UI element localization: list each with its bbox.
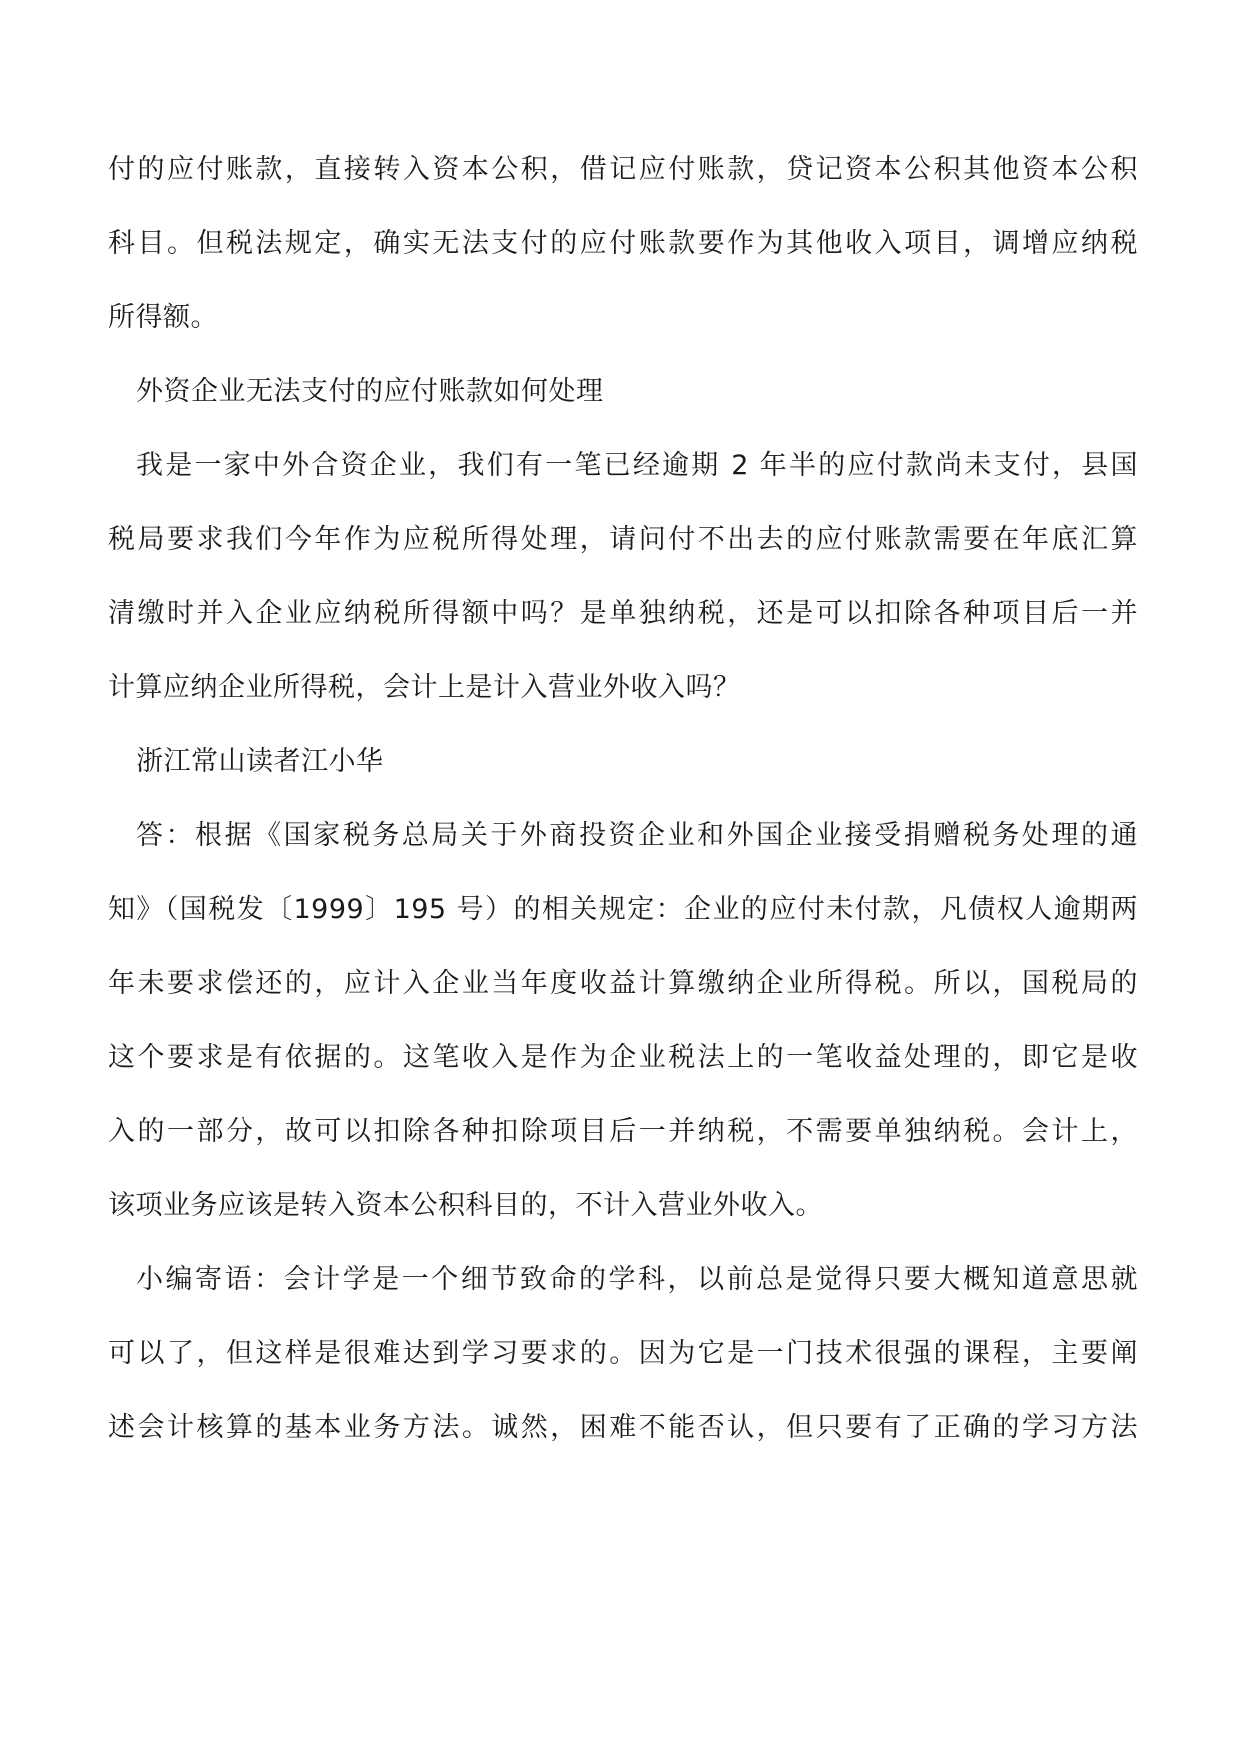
text-line: 小编寄语：会计学是一个细节致命的学科，以前总是觉得只要大概知道意思就 bbox=[136, 1264, 1138, 1295]
text-line: 述会计核算的基本业务方法。诚然，困难不能否认，但只要有了正确的学习方法 bbox=[108, 1412, 1138, 1443]
text-line: 可以了，但这样是很难达到学习要求的。因为它是一门技术很强的课程，主要阐 bbox=[108, 1338, 1138, 1369]
text-line: 付的应付账款，直接转入资本公积，借记应付账款，贷记资本公积其他资本公积 bbox=[108, 154, 1138, 185]
text-line: 清缴时并入企业应纳税所得额中吗？是单独纳税，还是可以扣除各种项目后一并 bbox=[108, 598, 1138, 629]
text-line: 税局要求我们今年作为应税所得处理，请问付不出去的应付账款需要在年底汇算 bbox=[108, 524, 1138, 555]
text-line: 所得额。 bbox=[108, 302, 218, 333]
text-line: 答：根据《国家税务总局关于外商投资企业和外国企业接受捐赠税务处理的通 bbox=[136, 820, 1138, 851]
text-line: 知》（国税发〔1999〕195 号）的相关规定：企业的应付未付款，凡债权人逾期两 bbox=[108, 894, 1138, 925]
text-line: 我是一家中外合资企业，我们有一笔已经逾期 2 年半的应付款尚未支付，县国 bbox=[136, 450, 1138, 481]
text-line: 入的一部分，故可以扣除各种扣除项目后一并纳税，不需要单独纳税。会计上， bbox=[108, 1116, 1138, 1147]
reader-signature: 浙江常山读者江小华 bbox=[136, 746, 384, 777]
text-line: 科目。但税法规定，确实无法支付的应付账款要作为其他收入项目，调增应纳税 bbox=[108, 228, 1138, 259]
section-heading: 外资企业无法支付的应付账款如何处理 bbox=[136, 376, 604, 407]
text-line: 这个要求是有依据的。这笔收入是作为企业税法上的一笔收益处理的，即它是收 bbox=[108, 1042, 1138, 1073]
text-line: 计算应纳企业所得税，会计上是计入营业外收入吗？ bbox=[108, 672, 741, 703]
text-line: 该项业务应该是转入资本公积科目的，不计入营业外收入。 bbox=[108, 1190, 823, 1221]
text-line: 年未要求偿还的，应计入企业当年度收益计算缴纳企业所得税。所以，国税局的 bbox=[108, 968, 1138, 999]
